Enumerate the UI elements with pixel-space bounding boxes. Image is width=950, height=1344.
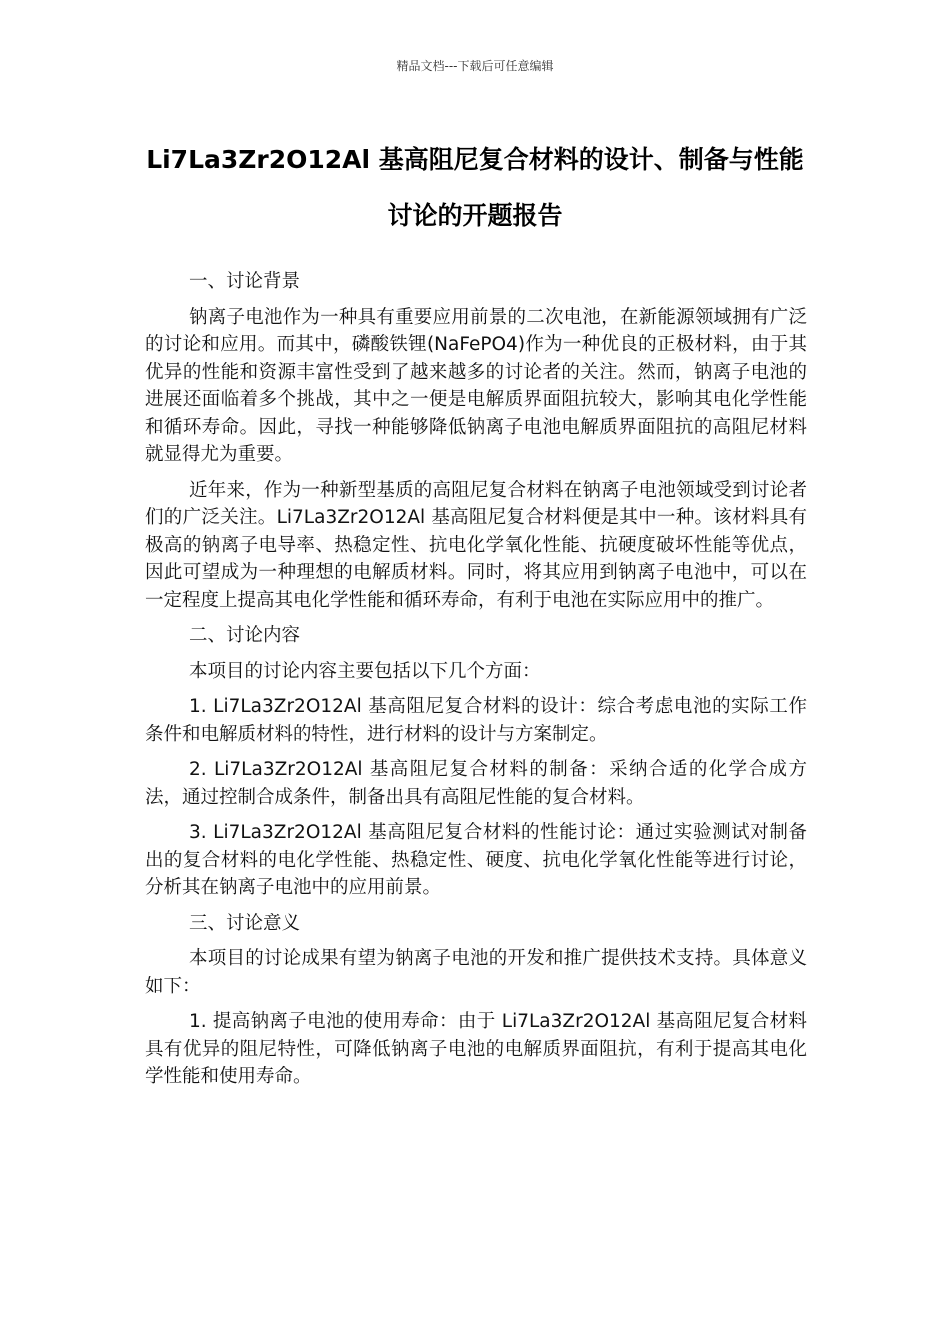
list-item: 1. Li7La3Zr2O12Al 基高阻尼复合材料的设计：综合考虑电池的实际工作条件和电解质材料的特性，进行材料的设计与方案制定。 [145,696,807,745]
document-body [145,268,807,1099]
list-item: 1. 提高钠离子电池的使用寿命：由于 Li7La3Zr2O12Al 基高阻尼复合材料具有优异的阻尼特性，可降低钠离子电池的电解质界面阻抗，有利于提高其电化学性能和使用寿命。 [145,1011,807,1087]
list-item: 2. Li7La3Zr2O12Al 基高阻尼复合材料的制备：采纳合适的化学合成方法，通过控制合成条件，制备出具有高阻尼性能的复合材料。 [145,759,807,808]
section-significance [145,910,807,1091]
list-item: 3. Li7La3Zr2O12Al 基高阻尼复合材料的性能讨论：通过实验测试对制备出的复合材料的电化学性能、热稳定性、硬度、抗电化学氧化性能等进行讨论，分析其在钠离子电池中的应用前景。 [145,822,807,898]
paragraph: 近年来，作为一种新型基质的高阻尼复合材料在钠离子电池领域受到讨论者们的广泛关注。Li7La3Zr2O12Al 基高阻尼复合材料便是其中一种。该材料具有极高的钠离子电导率、热稳定性、抗电化学氧化性能、抗硬度破坏性能等优点，因此可望成为一种理想的电解质材料。同时，将其应用到钠离子电池中，可以在一定程度上提高其电化学性能和循环寿命，有利于电池在实际应用中的推广。 [145,479,807,611]
section-heading: 三、讨论意义 [189,912,301,934]
section-background [145,268,807,614]
paragraph: 本项目的讨论内容主要包括以下几个方面： [189,660,541,682]
header-note: 精品文档---下载后可任意编辑 [396,59,554,73]
section-heading: 二、讨论内容 [189,625,301,646]
section-content [145,622,807,902]
paragraph: 钠离子电池作为一种具有重要应用前景的二次电池，在新能源领域拥有广泛的讨论和应用。而其中，磷酸铁锂(NaFePO4)作为一种优良的正极材料，由于其优异的性能和资源丰富性受到了越来越多的讨论者的关注。然而，钠离子电池的进展还面临着多个挑战，其中之一便是电解质界面阻抗较大，影响其电化学性能和循环寿命。因此，寻找一种能够降低钠离子电池电解质界面阻抗的高阻尼材料就显得尤为重要。 [145,306,807,465]
section-heading: 一、讨论背景 [189,271,301,292]
paragraph: 本项目的讨论成果有望为钠离子电池的开发和推广提供技术支持。具体意义如下： [145,948,807,997]
document-title: Li7La3Zr2O12Al 基高阻尼复合材料的设计、制备与性能讨论的开题报告 [146,145,804,230]
